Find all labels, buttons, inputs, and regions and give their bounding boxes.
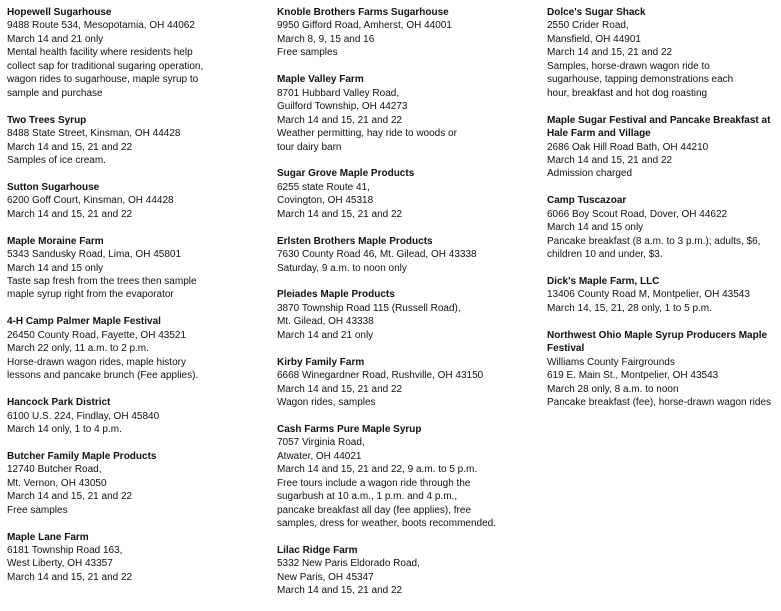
event-name: Hopewell Sugarhouse: [7, 7, 112, 18]
event-detail-line: Saturday, 9 a.m. to noon only: [277, 262, 407, 274]
event-detail-line: 6200 Goff Court, Kinsman, OH 44428: [7, 195, 174, 207]
event-detail-line: March 14 and 15, 21 and 22: [277, 585, 403, 597]
event-detail-line: sugarbush at 10 a.m., 1 p.m. and 4 p.m.,: [277, 491, 458, 503]
event-name: Northwest Ohio Maple Syrup Producers Maple Festival: [547, 329, 768, 355]
event-detail-line: West Liberty, OH 43357: [7, 558, 113, 570]
event-detail-line: Taste sap fresh from the trees then sample: [7, 276, 197, 288]
event-detail-line: Samples of ice cream.: [7, 154, 106, 166]
event-detail-line: March 14 and 15, 21 and 22: [277, 208, 403, 220]
event-name: Butcher Family Maple Products: [7, 450, 157, 462]
event-detail-line: wagon rides to sugarhouse, maple syrup to: [7, 74, 199, 86]
event-name: Pleiades Maple Products: [277, 289, 395, 301]
event-detail-line: 8488 State Street, Kinsman, OH 44428: [7, 128, 181, 140]
event-detail-line: Free tours include a wagon ride through the: [277, 477, 471, 489]
event-name: Sugar Grove Maple Products: [277, 168, 415, 180]
event-detail-line: Pancake breakfast (fee), horse-drawn wagon rides: [547, 397, 772, 409]
event-detail-line: March 14 and 15, 21 and 22: [7, 491, 133, 503]
event-detail-line: March 14 and 21 only: [7, 33, 104, 45]
event-detail-line: 7057 Virginia Road,: [277, 437, 365, 449]
event-detail-line: 6668 Winegardner Road, Rushville, OH 43150: [277, 370, 484, 382]
event-entry: [277, 544, 539, 598]
event-detail-line: Mansfield, OH 44901: [547, 33, 641, 45]
event-detail-line: 5343 Sandusky Road, Lima, OH 45801: [7, 249, 181, 261]
event-detail-line: Pancake breakfast (8 a.m. to 3 p.m.); adults, $6,: [547, 235, 761, 247]
event-entry: [7, 114, 269, 168]
event-detail-line: 6100 U.S. 224, Findlay, OH 45840: [7, 410, 160, 422]
event-entry: [7, 6, 269, 100]
event-entry: [277, 423, 539, 531]
event-detail-line: 6066 Boy Scout Road, Dover, OH 44622: [547, 208, 728, 220]
event-detail-line: Samples, horse-drawn wagon ride to: [547, 60, 710, 72]
event-name: 4-H Camp Palmer Maple Festival: [7, 316, 161, 328]
event-detail-line: 8701 Hubbard Valley Road,: [277, 87, 400, 99]
event-detail-line: 13406 County Road M, Montpelier, OH 43543: [547, 289, 750, 301]
event-detail-line: March 14 and 15, 21 and 22: [7, 571, 133, 583]
event-detail-line: 6255 state Route 41,: [277, 181, 370, 193]
event-name: Hancock Park District: [7, 397, 111, 409]
event-name: Maple Valley Farm: [277, 74, 364, 86]
event-detail-line: 9488 Route 534, Mesopotamia, OH 44062: [7, 20, 195, 32]
event-name: Maple Sugar Festival and Pancake Breakfast at Hale Farm and Village: [547, 114, 771, 140]
event-name: Camp Tuscazoar: [547, 195, 627, 207]
event-detail-line: March 14 and 15, 21 and 22: [7, 141, 133, 153]
event-detail-line: 3870 Township Road 115 (Russell Road),: [277, 302, 461, 314]
event-entry: [277, 356, 539, 410]
event-detail-line: March 14 and 15, 21 and 22: [277, 383, 403, 395]
listing-column-1: [7, 6, 269, 598]
listing-column-3: [547, 6, 781, 423]
event-entry: [7, 531, 269, 585]
event-detail-line: March 14 and 15 only: [547, 222, 644, 234]
event-detail-line: 7630 County Road 46, Mt. Gilead, OH 43338: [277, 249, 477, 261]
event-name: Maple Moraine Farm: [7, 235, 104, 247]
event-detail-line: maple syrup right from the evaporator: [7, 289, 174, 301]
event-entry: [7, 396, 269, 436]
event-detail-line: March 14 and 21 only: [277, 329, 374, 341]
event-entry: [7, 450, 269, 517]
event-detail-line: pancake breakfast all day (fee applies), free: [277, 504, 471, 516]
event-detail-line: March 14 and 15, 21 and 22: [7, 208, 133, 220]
event-detail-line: children 10 and under, $3.: [547, 249, 663, 261]
event-detail-line: March 14 only, 1 to 4 p.m.: [7, 423, 122, 435]
event-detail-line: Horse-drawn wagon rides, maple history: [7, 356, 186, 368]
event-detail-line: 9950 Gifford Road, Amherst, OH 44001: [277, 20, 452, 32]
event-entry: [7, 235, 269, 302]
event-detail-line: March 14, 15, 21, 28 only, 1 to 5 p.m.: [547, 302, 712, 314]
event-detail-line: March 8, 9, 15 and 16: [277, 33, 375, 45]
event-entry: [7, 181, 269, 221]
event-entry: [547, 114, 781, 181]
event-entry: [547, 275, 781, 315]
event-detail-line: 619 E. Main St., Montpelier, OH 43543: [547, 370, 719, 382]
event-detail-line: sugarhouse, tapping demonstrations each: [547, 74, 734, 86]
event-entry: [277, 6, 539, 60]
event-detail-line: 5332 New Paris Eldorado Road,: [277, 558, 420, 570]
event-detail-line: hour, breakfast and hot dog roasting: [547, 87, 708, 99]
event-entry: [547, 6, 781, 100]
event-detail-line: 12740 Butcher Road,: [7, 464, 102, 476]
event-detail-line: tour dairy barn: [277, 141, 342, 153]
event-detail-line: 2686 Oak Hill Road Bath, OH 44210: [547, 141, 709, 153]
event-entry: [547, 194, 781, 261]
event-name: Cash Farms Pure Maple Syrup: [277, 423, 422, 435]
event-detail-line: March 14 and 15, 21 and 22: [547, 47, 673, 59]
event-name: Dolce's Sugar Shack: [547, 7, 646, 18]
listing-column-2: [277, 6, 539, 611]
event-detail-line: March 14 and 15, 21 and 22: [277, 114, 403, 126]
event-detail-line: lessons and pancake brunch (Fee applies).: [7, 370, 199, 382]
event-detail-line: Williams County Fairgrounds: [547, 356, 675, 368]
event-detail-line: 6181 Township Road 163,: [7, 545, 123, 557]
event-entry: [547, 329, 781, 410]
event-detail-line: New Paris, OH 45347: [277, 571, 374, 583]
event-name: Maple Lane Farm: [7, 531, 89, 543]
event-name: Sutton Sugarhouse: [7, 181, 100, 193]
event-detail-line: Free samples: [277, 47, 338, 59]
event-detail-line: samples, dress for weather, boots recommended.: [277, 518, 496, 530]
event-detail-line: March 14 and 15, 21 and 22, 9 a.m. to 5 p.m.: [277, 464, 478, 476]
event-detail-line: March 28 only, 8 a.m. to noon: [547, 383, 679, 395]
event-detail-line: Wagon rides, samples: [277, 397, 376, 409]
event-detail-line: March 22 only, 11 a.m. to 2 p.m.: [7, 343, 149, 355]
event-name: Dick's Maple Farm, LLC: [547, 276, 660, 288]
event-detail-line: March 14 and 15 only: [7, 262, 104, 274]
event-detail-line: 26450 County Road, Fayette, OH 43521: [7, 329, 187, 341]
event-detail-line: collect sap for traditional sugaring operation,: [7, 60, 204, 72]
event-name: Erlsten Brothers Maple Products: [277, 235, 433, 247]
event-entry: [277, 288, 539, 342]
event-entry: [7, 315, 269, 382]
event-detail-line: Guilford Township, OH 44273: [277, 101, 408, 113]
event-detail-line: 2550 Crider Road,: [547, 20, 629, 32]
event-detail-line: Mt. Vernon, OH 43050: [7, 477, 107, 489]
event-detail-line: Free samples: [7, 504, 68, 516]
event-detail-line: Mental health facility where residents help: [7, 47, 193, 59]
event-detail-line: Admission charged: [547, 168, 633, 180]
event-detail-line: Covington, OH 45318: [277, 195, 374, 207]
event-detail-line: Mt. Gilead, OH 43338: [277, 316, 374, 328]
event-entry: [277, 167, 539, 221]
event-detail-line: Weather permitting, hay ride to woods or: [277, 128, 457, 140]
event-detail-line: Atwater, OH 44021: [277, 450, 362, 462]
event-name: Lilac Ridge Farm: [277, 545, 358, 557]
event-detail-line: March 14 and 15, 21 and 22: [547, 154, 673, 166]
event-detail-line: sample and purchase: [7, 87, 103, 99]
event-name: Two Trees Syrup: [7, 114, 87, 126]
event-entry: [277, 73, 539, 154]
event-entry: [277, 235, 539, 275]
event-name: Kirby Family Farm: [277, 356, 365, 368]
event-name: Knoble Brothers Farms Sugarhouse: [277, 7, 449, 18]
